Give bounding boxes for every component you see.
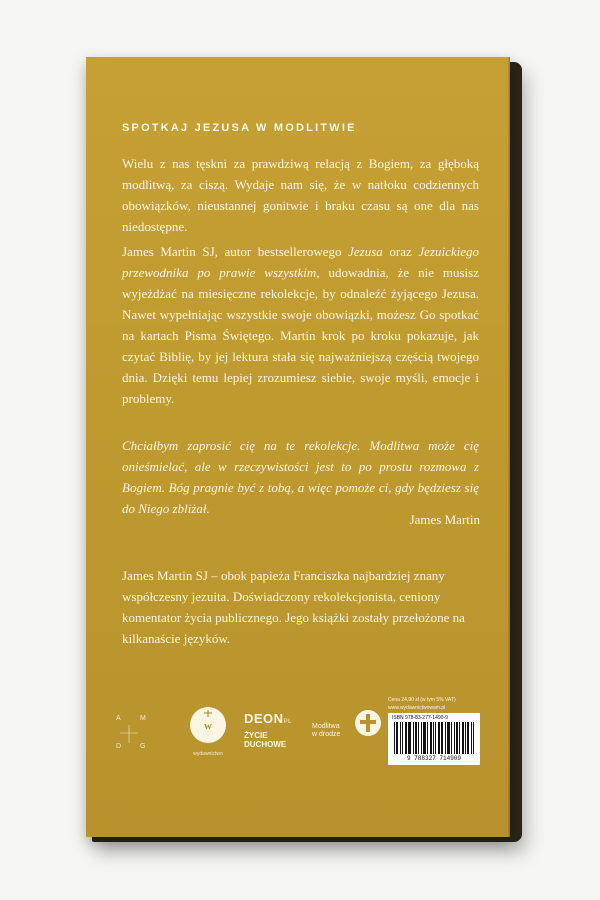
amdg-logo	[116, 705, 152, 761]
website-label: www.wydawnictwowam.pl	[388, 705, 446, 711]
book-back-cover	[86, 57, 510, 837]
blurb-text-part: , udowadnia, że nie musisz wyjeżdżać na miesięczne rekolekcje, by odnaleźć żyjącego Jezusa. Nawet wypełniając wszystkie swoje obowiązki, możesz Go spotkać na kartach Pisma Świętego. Martin krok po kroku pokazuje, jak czytać Biblię, by jej lektura stała się najważniejszą częścią twojego dnia. Dzięki temu lepiej zrozumiesz siebie, swoje myśli, emocje i problemy.	[122, 265, 479, 406]
wam-caption: wydawnictwo	[193, 751, 223, 757]
amdg-letter: G	[140, 743, 146, 750]
quote-signature: James Martin	[409, 512, 480, 527]
wam-emblem-icon	[178, 701, 238, 751]
book-title-jezus: Jezusa	[348, 244, 383, 259]
author-quote: Chciałbym zaprosić cię na te rekolekcje. Modlitwa może cię onieśmielać, ale w rzeczywistości jest to po prostu rozmowa z Bogiem. Bóg pragnie być z tobą, a więc pomoże ci, gdy będziesz się do Niego zbliżał.	[122, 438, 479, 516]
barcode	[388, 713, 480, 765]
author-bio: James Martin SJ – obok papieża Franciszka najbardziej znany współczesny jezuita. Doświadczony rekolekcjonista, ceniony komentator życia publicznego. Jego książki zostały przełożone na kilkanaście języków.	[122, 568, 465, 646]
cover-edge	[508, 57, 510, 837]
amdg-cross-icon	[116, 705, 152, 761]
price-label: Cena 24,90 zł (w tym 5% VAT)	[388, 697, 456, 703]
amdg-letter: A	[116, 715, 121, 722]
blurb-paragraph-1: Wielu z nas tęskni za prawdziwą relacją z Bogiem, za głęboką modlitwą, za ciszą. Wydaje nam się, że w natłoku codziennych obowiązków, nieustannej gonitwie i braku czasu są one dla nas niedostępne.	[122, 156, 479, 234]
barcode-area	[388, 697, 480, 787]
barcode-bars-icon	[394, 722, 474, 754]
amdg-letter: D	[116, 743, 122, 750]
isbn-label: ISBN 978-83-277-1490-9	[392, 715, 448, 721]
modlitwa-w-drodze-logo: Modlitwa w drodze	[312, 723, 341, 738]
deon-wordmark: DEONPL	[244, 711, 292, 726]
zycie-duchowe-logo: ŻYCIE DUCHOWE	[244, 731, 287, 749]
blurb-text-part: James Martin SJ, autor bestsellerowego	[122, 244, 349, 259]
cross-circle-icon	[354, 709, 382, 737]
svg-text:w: w	[204, 720, 212, 732]
cover-heading: SPOTKAJ JEZUSA W MODLITWIE	[122, 122, 357, 134]
book-title-przewodnik: Jezuickiego przewodnika po prawie wszystkim	[122, 244, 479, 280]
publisher-logos	[116, 697, 480, 787]
wam-logo	[178, 701, 238, 761]
amdg-letter: M	[140, 715, 146, 722]
blurb-paragraph-2	[122, 241, 479, 409]
blurb-text-part: oraz	[382, 244, 419, 259]
barcode-digits: 9 788327 714909	[406, 755, 461, 762]
deon-logo	[244, 705, 304, 761]
